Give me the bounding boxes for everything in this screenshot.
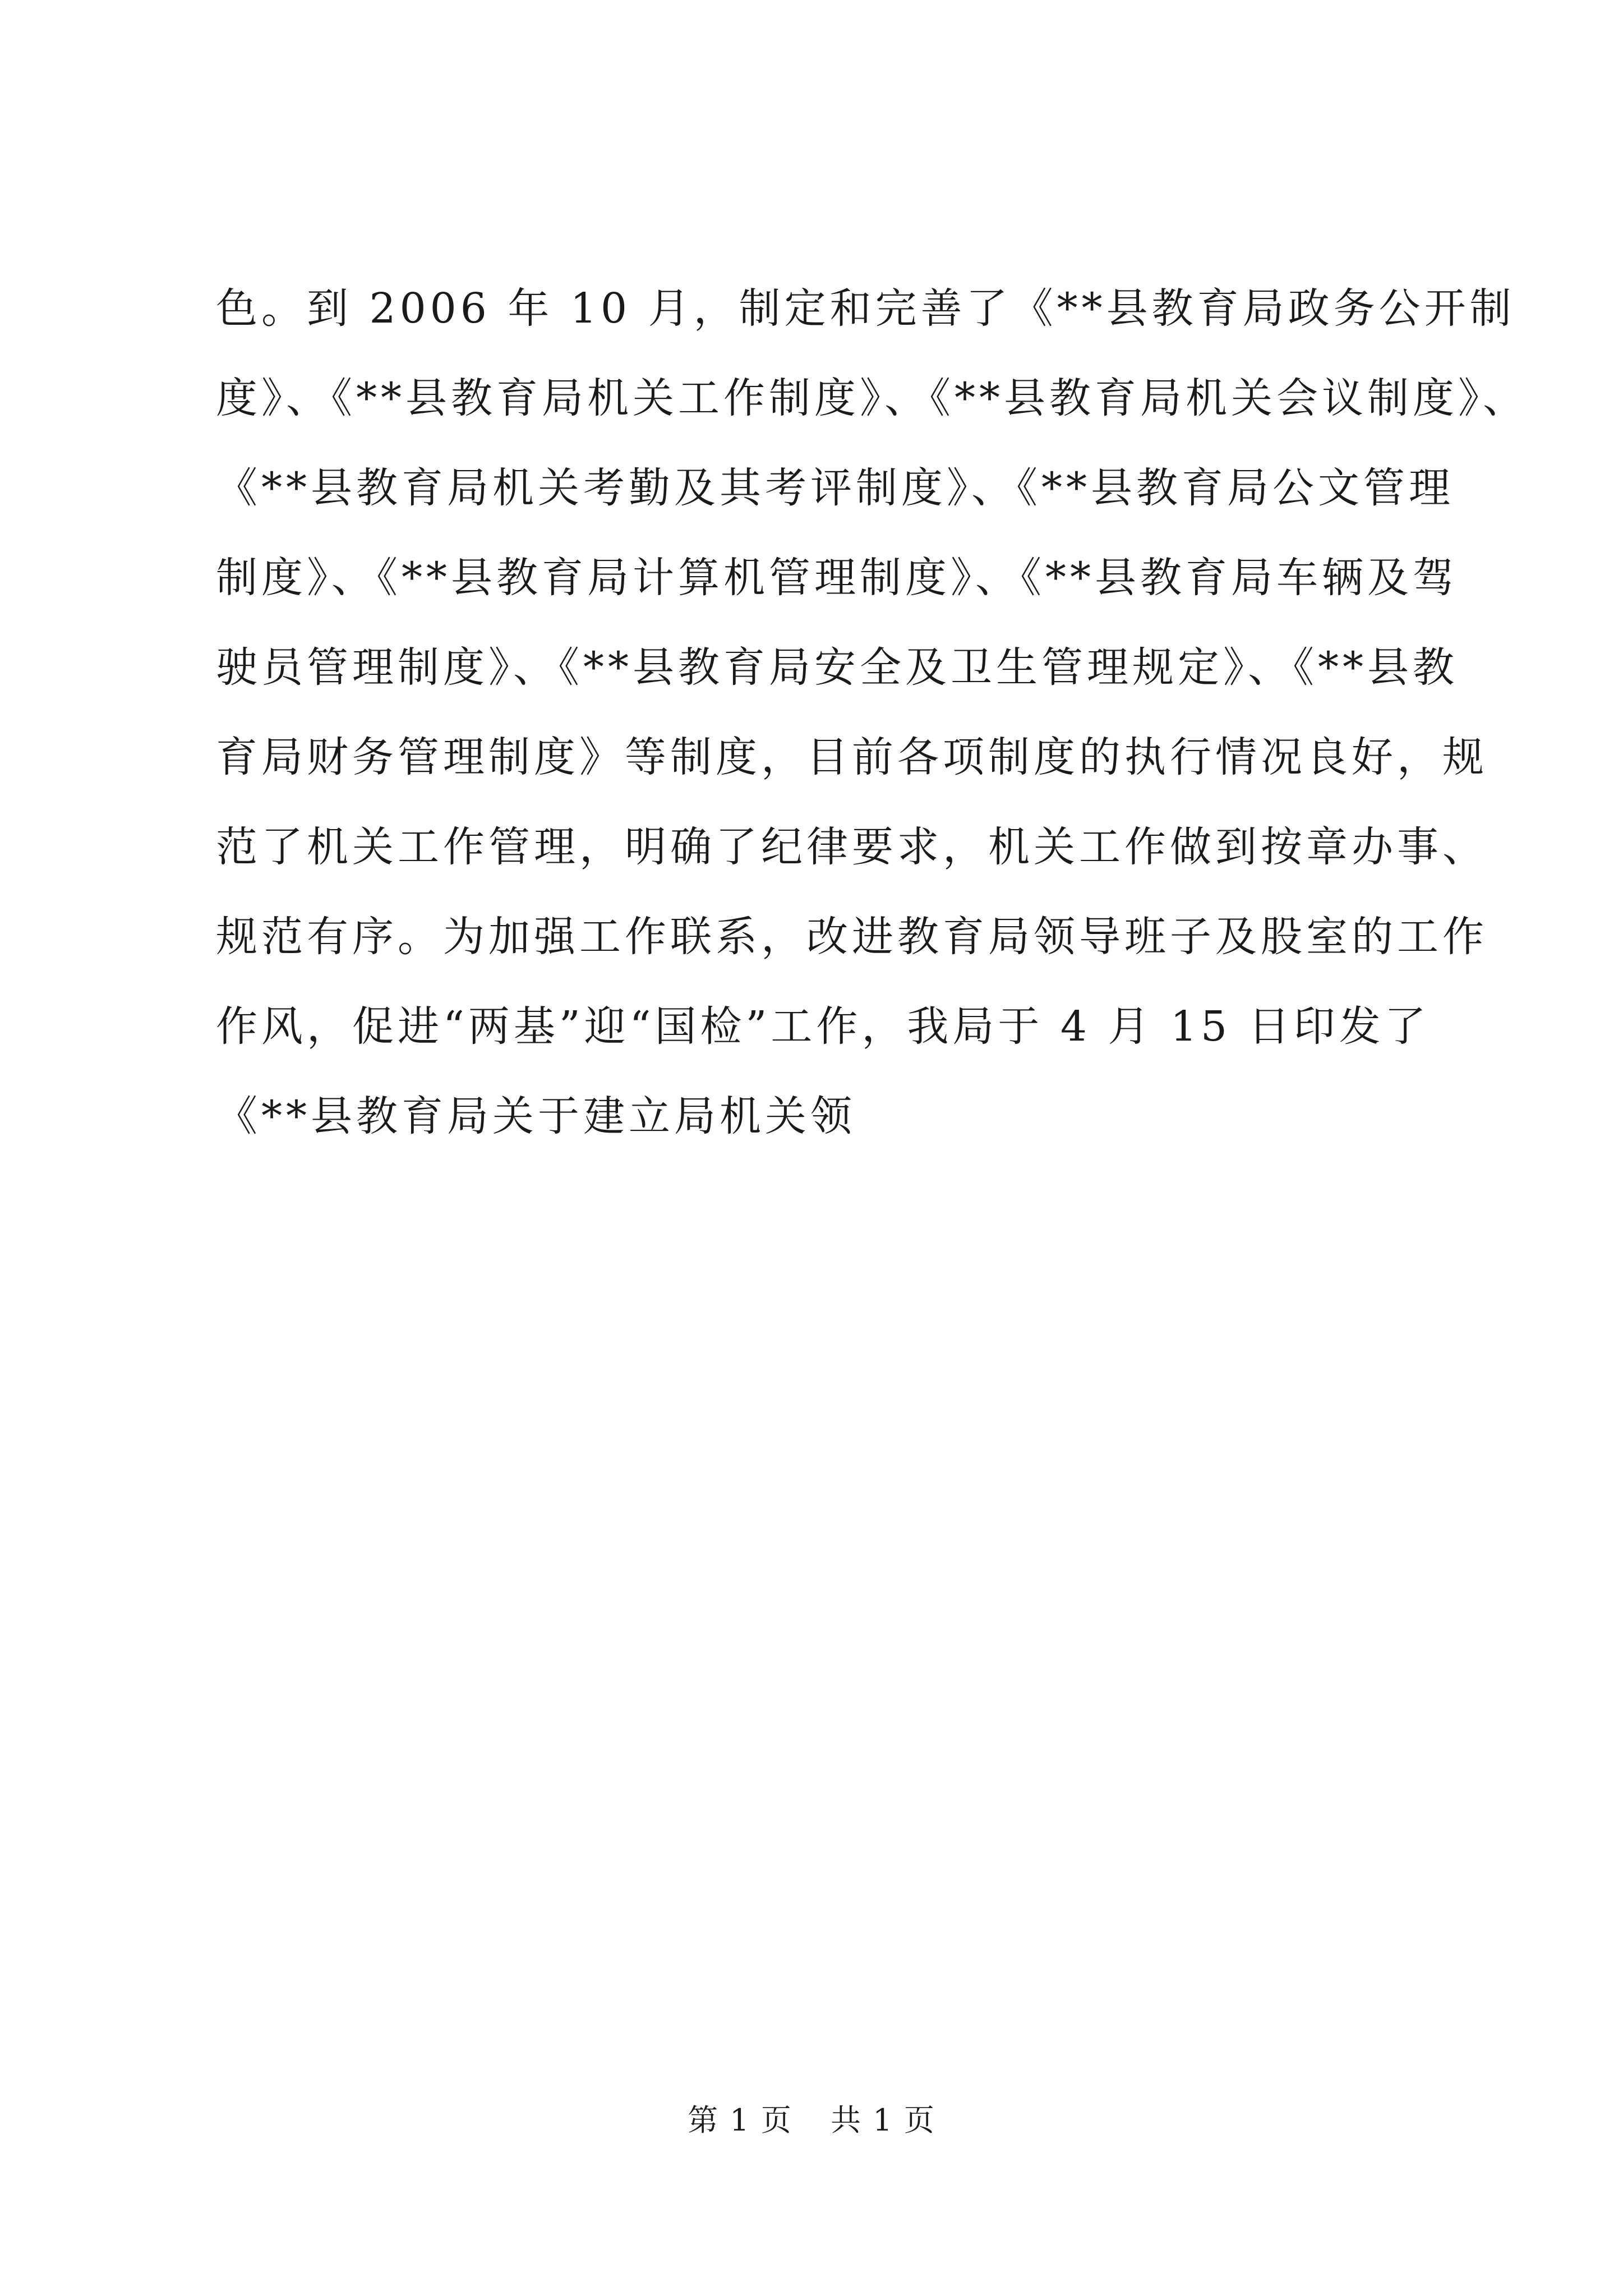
text-line: 作风，促进“两基”迎“国检”工作，我局于 4 月 15 日印发了 [216,1002,1430,1051]
page-number-current: 第 1 页 [688,2102,792,2138]
page-footer [0,2098,1623,2143]
text-line: 规范有序。为加强工作联系，改进教育局领导班子及股室的工作 [216,913,1488,961]
text-line: 《**县教育局机关考勤及其考评制度》、《**县教育局公文管理 [216,464,1454,512]
text-line: 制度》、《**县教育局计算机管理制度》、《**县教育局车辆及驾 [216,554,1458,602]
text-line: 驶员管理制度》、《**县教育局安全及卫生管理规定》、《**县教 [216,643,1458,692]
text-line: 育局财务管理制度》等制度，目前各项制度的执行情况良好，规 [216,733,1488,781]
body-text [216,264,1528,1161]
text-line: 度》、《**县教育局机关工作制度》、《**县教育局机关会议制度》、 [216,374,1528,422]
page-number-total: 共 1 页 [831,2102,935,2138]
text-line: 《**县教育局关于建立局机关领 [216,1092,856,1140]
text-line: 范了机关工作管理，明确了纪律要求，机关工作做到按章办事、 [216,823,1488,871]
text-line: 色。到 2006 年 10 月，制定和完善了《**县教育局政务公开制 [216,284,1515,333]
